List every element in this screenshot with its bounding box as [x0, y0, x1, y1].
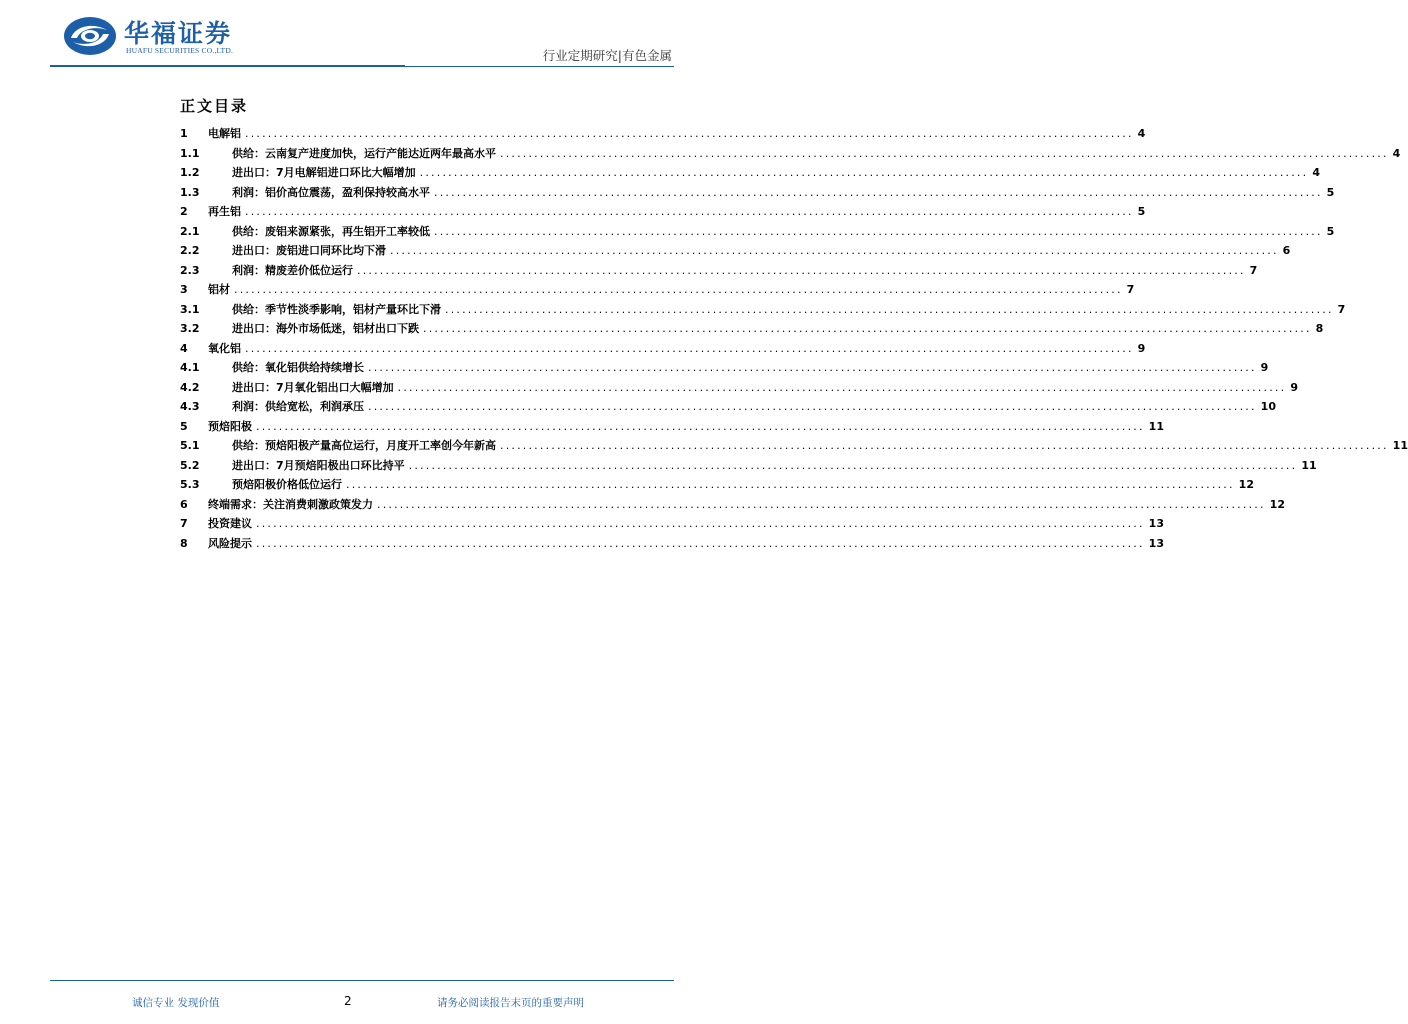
toc-entry-page: 7 — [1337, 302, 1346, 316]
company-logo-icon — [63, 16, 117, 56]
toc-dot-leader: ............................................................................................................................................................ — [397, 380, 1287, 394]
company-name-en: HUAFU SECURITIES CO.,LTD. — [126, 46, 234, 55]
toc-entry-label: 进出口：7月预焙阳极出口环比持平 — [232, 458, 405, 472]
toc-entry[interactable] — [180, 398, 1276, 418]
toc-entry[interactable] — [180, 281, 1135, 301]
toc-dot-leader: ............................................................................................................................................................ — [390, 244, 1279, 257]
toc-entry[interactable] — [180, 496, 1285, 516]
toc-entry-page: 4 — [1312, 166, 1320, 179]
toc-entry-label: 氧化铝 — [208, 341, 241, 355]
toc-entry-label: 利润：供给宽松，利润承压 — [232, 400, 364, 413]
toc-entry-label: 供给：云南复产进度加快，运行产能达近两年最高水平 — [232, 146, 496, 160]
toc-entry-page: 7 — [1249, 263, 1258, 277]
toc-dot-leader: ............................................................................................................................................................ — [419, 166, 1309, 179]
toc-entry[interactable] — [180, 320, 1324, 340]
report-type: 行业定期研究|有色金属 — [542, 48, 672, 63]
toc-dot-leader: ............................................................................................................................................................ — [434, 224, 1323, 238]
company-name-cn: 华福证券 — [124, 19, 233, 48]
toc-entry[interactable] — [180, 457, 1317, 477]
toc-entry-number: 4 — [180, 341, 188, 355]
toc-entry[interactable] — [180, 418, 1164, 438]
toc-entry-number: 5 — [180, 419, 188, 433]
toc-entry-label: 供给：预焙阳极产量高位运行，月度开工率创今年新高 — [232, 439, 496, 452]
toc-entry[interactable] — [180, 379, 1298, 399]
toc-entry-number: 7 — [180, 517, 188, 530]
toc-entry-page: 11 — [1148, 419, 1164, 433]
toc-entry-label: 进出口：7月电解铝进口环比大幅增加 — [232, 166, 416, 179]
toc-entry[interactable] — [180, 437, 1408, 457]
toc-entry-number: 5.2 — [180, 458, 200, 472]
toc-dot-leader: ............................................................................................................................................................ — [256, 536, 1145, 550]
toc-entry-page: 9 — [1260, 361, 1269, 374]
toc-dot-leader: ............................................................................................................................................................ — [368, 361, 1257, 374]
page-header — [0, 0, 724, 70]
toc-dot-leader: ............................................................................................................................................................ — [245, 205, 1134, 218]
table-of-contents — [180, 125, 1408, 554]
footer-divider — [50, 980, 674, 981]
toc-entry-page: 9 — [1290, 380, 1298, 394]
toc-entry[interactable] — [180, 203, 1146, 223]
toc-entry-number: 8 — [180, 536, 188, 550]
toc-entry-label: 进出口：海外市场低迷，铝材出口下跌 — [232, 322, 419, 335]
toc-entry-label: 预焙阳极 — [208, 419, 252, 433]
toc-entry-page: 10 — [1260, 400, 1276, 413]
toc-dot-leader: ............................................................................................................................................................ — [500, 439, 1389, 452]
toc-entry-number: 1 — [180, 127, 188, 140]
toc-entry-number: 2.3 — [180, 263, 200, 277]
toc-entry[interactable] — [180, 340, 1146, 360]
toc-entry-label: 供给：废铝来源紧张，再生铝开工率较低 — [232, 224, 430, 238]
toc-entry-number: 6 — [180, 497, 188, 511]
toc-entry-page: 12 — [1269, 497, 1285, 511]
toc-entry[interactable] — [180, 301, 1346, 321]
toc-dot-leader: ............................................................................................................................................................ — [368, 400, 1257, 413]
toc-entry[interactable] — [180, 515, 1164, 535]
toc-dot-leader: ............................................................................................................................................................ — [423, 322, 1312, 335]
toc-dot-leader: ............................................................................................................................................................ — [245, 341, 1134, 355]
footer-disclaimer: 请务必阅读报告末页的重要声明 — [437, 997, 584, 1009]
toc-entry-label: 投资建议 — [208, 517, 252, 530]
toc-entry-label: 铝材 — [208, 283, 230, 296]
toc-entry-number: 4.2 — [180, 380, 200, 394]
toc-entry-number: 4.1 — [180, 361, 200, 374]
toc-entry-number: 3 — [180, 283, 188, 296]
toc-entry-page: 5 — [1326, 185, 1335, 199]
toc-entry[interactable] — [180, 535, 1164, 555]
toc-entry-page: 11 — [1301, 458, 1317, 472]
toc-entry[interactable] — [180, 184, 1335, 204]
toc-entry-number: 3.2 — [180, 322, 200, 335]
toc-dot-leader: ............................................................................................................................................................ — [500, 146, 1389, 160]
toc-dot-leader: ............................................................................................................................................................ — [256, 517, 1145, 530]
toc-entry-number: 4.3 — [180, 400, 200, 413]
toc-entry-number: 1.1 — [180, 146, 200, 160]
toc-dot-leader: ............................................................................................................................................................ — [346, 478, 1235, 491]
toc-dot-leader: ............................................................................................................................................................ — [377, 497, 1266, 511]
toc-dot-leader: ............................................................................................................................................................ — [445, 302, 1334, 316]
toc-entry-number: 2.2 — [180, 244, 200, 257]
toc-entry-label: 利润：铝价高位震荡，盈利保持较高水平 — [232, 185, 430, 199]
page-number: 2 — [344, 994, 352, 1008]
toc-entry-number: 2 — [180, 205, 188, 218]
footer-slogan: 诚信专业 发现价值 — [132, 997, 220, 1009]
toc-dot-leader: ............................................................................................................................................................ — [434, 185, 1323, 199]
toc-entry-page: 13 — [1148, 517, 1164, 530]
toc-entry[interactable] — [180, 359, 1269, 379]
toc-entry-label: 利润：精废差价低位运行 — [232, 263, 353, 277]
toc-entry-label: 终端需求：关注消费刺激政策发力 — [208, 497, 373, 511]
toc-dot-leader: ............................................................................................................................................................ — [357, 263, 1246, 277]
toc-entry-label: 再生铝 — [208, 205, 241, 218]
toc-entry-label: 风险提示 — [208, 536, 252, 550]
toc-dot-leader: ............................................................................................................................................................ — [408, 458, 1298, 472]
toc-entry-page: 5 — [1137, 205, 1146, 218]
toc-entry-page: 8 — [1315, 322, 1324, 335]
toc-entry-number: 1.3 — [180, 185, 200, 199]
toc-entry-label: 供给：季节性淡季影响，铝材产量环比下滑 — [232, 302, 441, 316]
toc-entry[interactable] — [180, 242, 1291, 262]
toc-entry-page: 4 — [1392, 146, 1401, 160]
toc-entry[interactable] — [180, 223, 1335, 243]
toc-entry-label: 预焙阳极价格低位运行 — [232, 478, 342, 491]
toc-entry-label: 电解铝 — [208, 127, 241, 140]
toc-dot-leader: ............................................................................................................................................................ — [245, 127, 1134, 140]
toc-entry-number: 5.1 — [180, 439, 200, 452]
toc-title: 正文目录 — [180, 97, 249, 115]
toc-entry-page: 12 — [1238, 478, 1254, 491]
toc-entry[interactable] — [180, 145, 1401, 165]
toc-entry-page: 7 — [1126, 283, 1135, 296]
toc-entry-label: 进出口：废铝进口同环比均下滑 — [232, 244, 386, 257]
toc-entry-page: 11 — [1392, 439, 1408, 452]
toc-entry-label: 供给：氧化铝供给持续增长 — [232, 361, 364, 374]
header-divider — [50, 66, 674, 67]
toc-dot-leader: ............................................................................................................................................................ — [256, 419, 1145, 433]
toc-entry-page: 13 — [1148, 536, 1164, 550]
toc-entry-number: 5.3 — [180, 478, 200, 491]
toc-entry-page: 4 — [1137, 127, 1146, 140]
toc-entry-number: 1.2 — [180, 166, 200, 179]
toc-entry-page: 5 — [1326, 224, 1335, 238]
toc-entry-number: 3.1 — [180, 302, 200, 316]
toc-entry-label: 进出口：7月氧化铝出口大幅增加 — [232, 380, 394, 394]
toc-entry[interactable] — [180, 476, 1254, 496]
toc-entry-number: 2.1 — [180, 224, 200, 238]
toc-entry[interactable] — [180, 125, 1146, 145]
toc-entry-page: 6 — [1282, 244, 1291, 257]
toc-dot-leader: ............................................................................................................................................................ — [234, 283, 1123, 296]
toc-entry[interactable] — [180, 164, 1320, 184]
toc-entry[interactable] — [180, 262, 1258, 282]
toc-entry-page: 9 — [1137, 341, 1146, 355]
